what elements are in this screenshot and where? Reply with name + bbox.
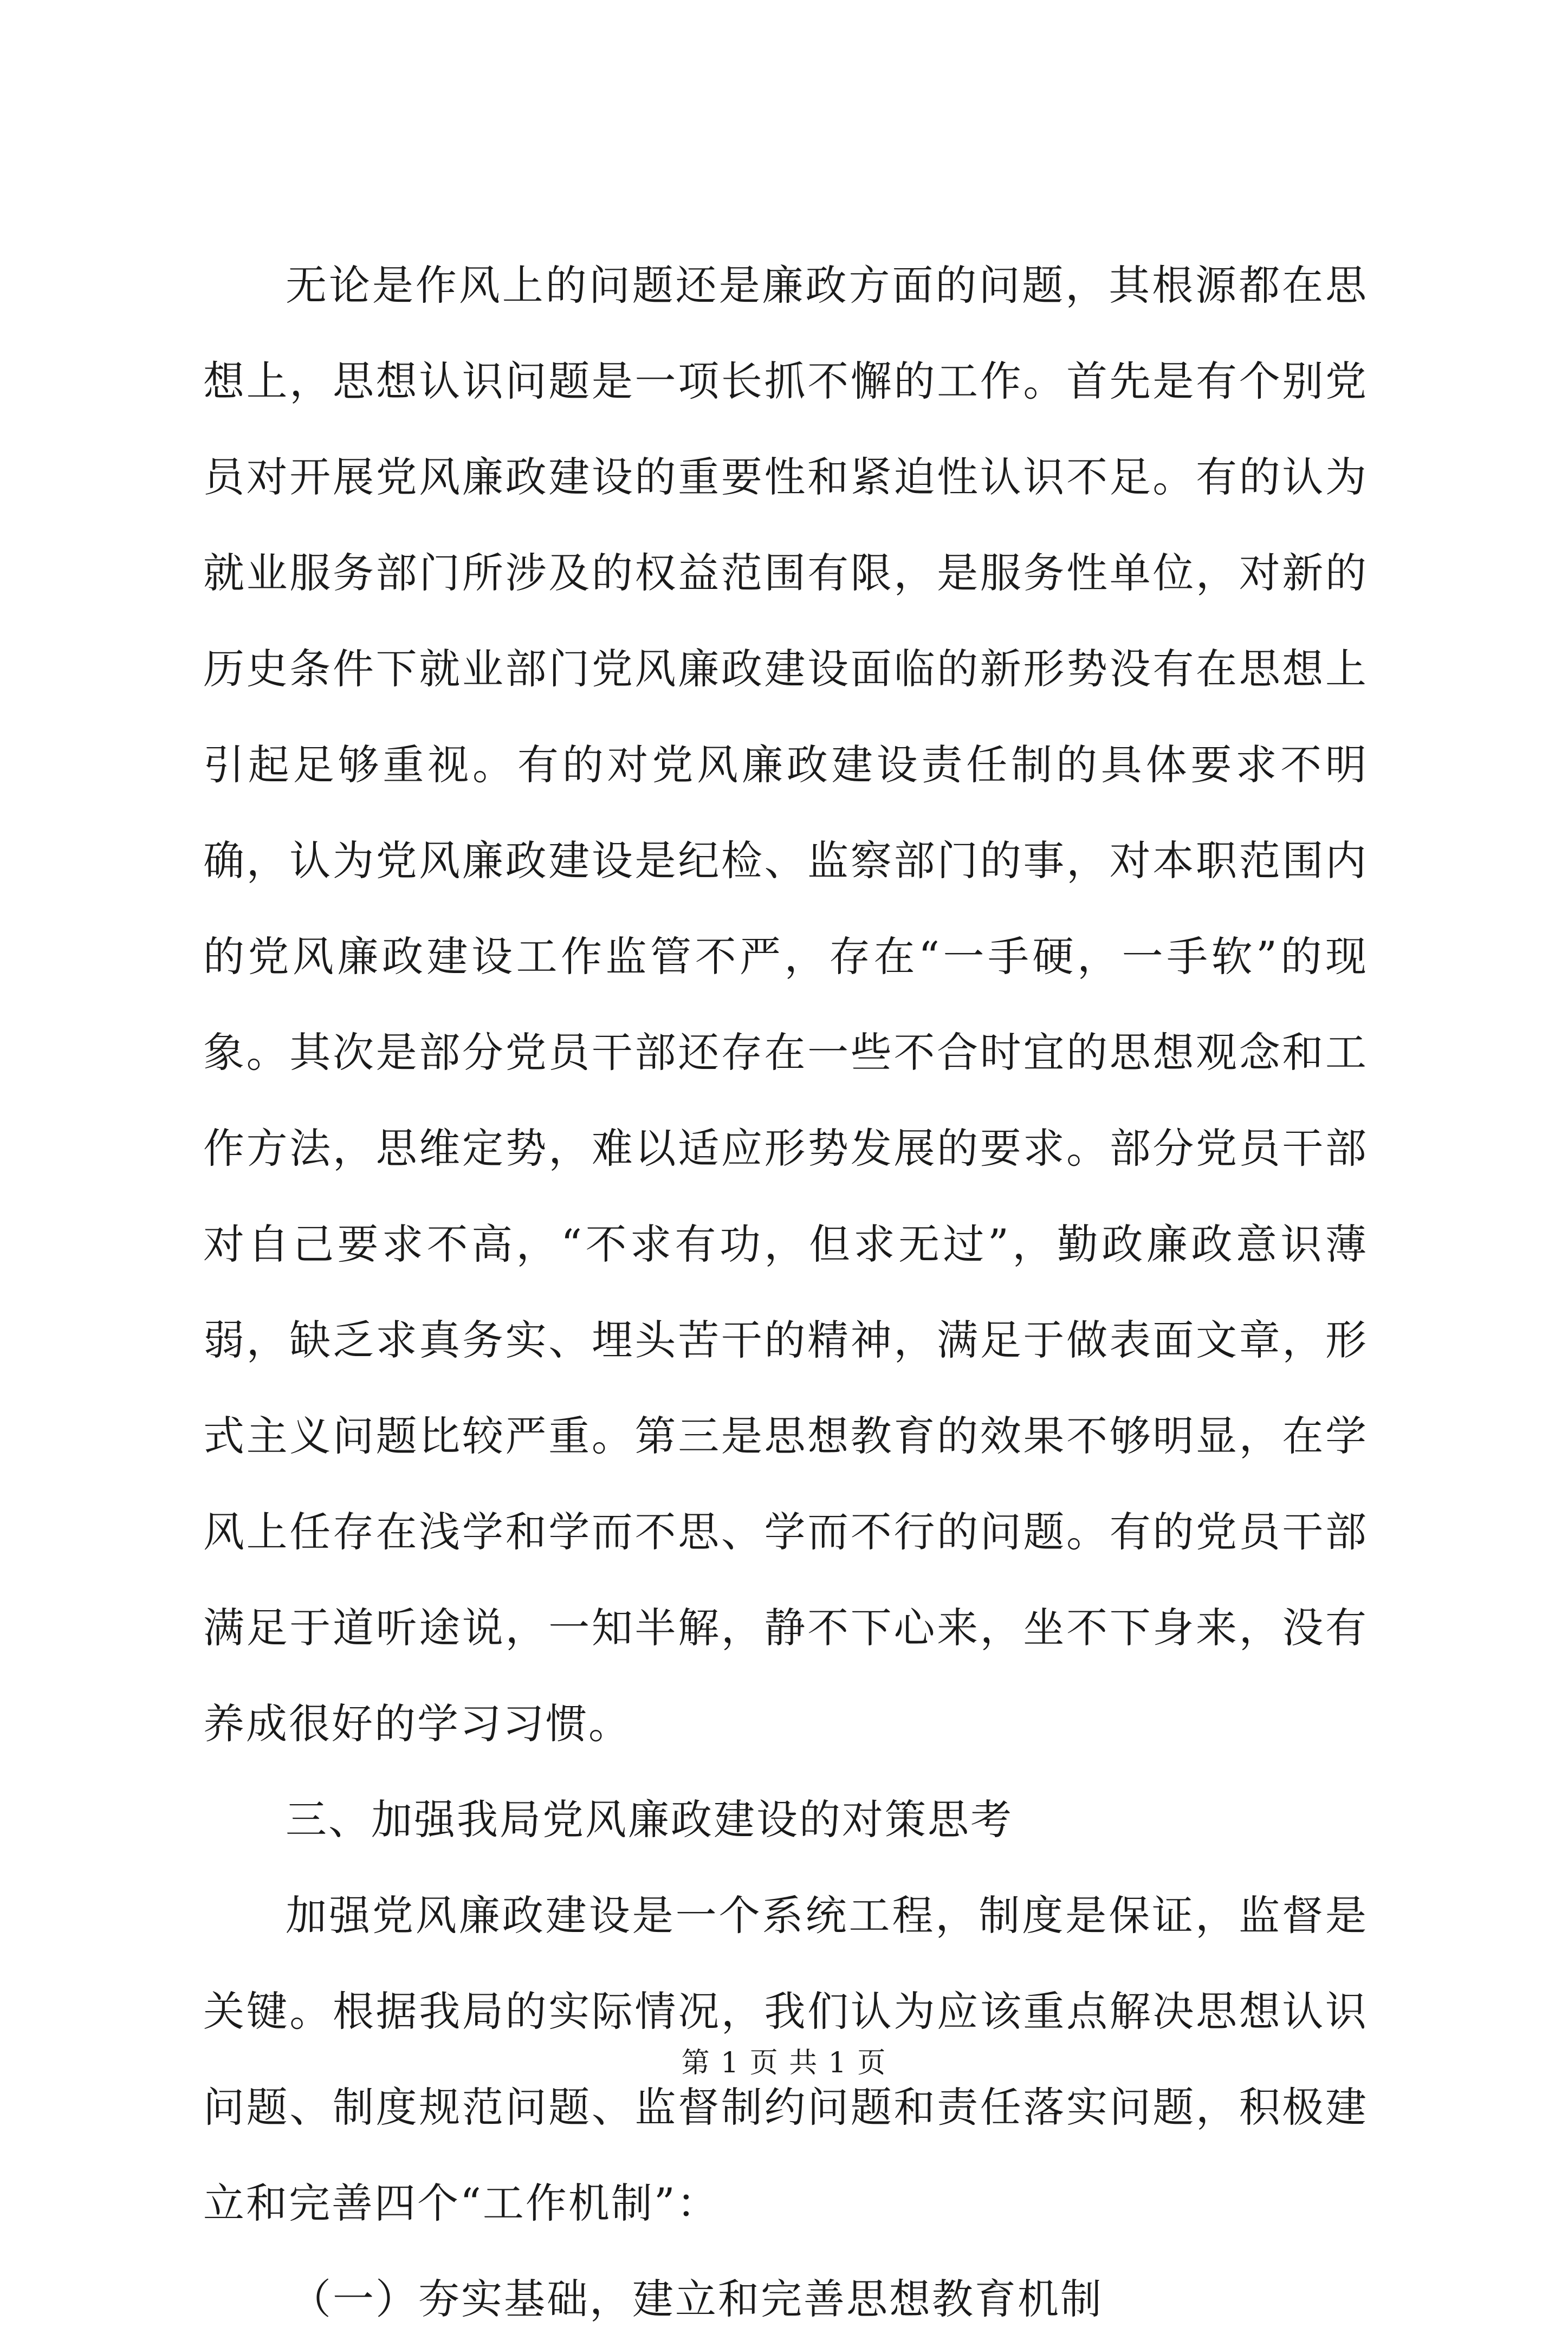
subsection-heading: （一）夯实基础，建立和完善思想教育机制	[290, 2275, 1103, 2323]
document-body	[203, 237, 1368, 2347]
page-footer: 第 1 页 共 1 页	[681, 2047, 887, 2079]
paragraph-system-engineering: 加强党风廉政建设是一个系统工程，制度是保证，监督是关键。根据我局的实际情况，我们认为应该重点解决思想认识问题、制度规范问题、监督制约问题和责任落实问题，积极建立和完善四个“工作机制”：	[203, 1891, 1368, 2227]
paragraph-thought-issues: 无论是作风上的问题还是廉政方面的问题，其根源都在思想上，思想认识问题是一项长抓不懈的工作。首先是有个别党员对开展党风廉政建设的重要性和紧迫性认识不足。有的认为就业服务部门所涉及的权益范围有限，是服务性单位，对新的历史条件下就业部门党风廉政建设面临的新形势没有在思想上引起足够重视。有的对党风廉政建设责任制的具体要求不明确，认为党风廉政建设是纪检、监察部门的事，对本职范围内的党风廉政建设工作监管不严，存在“一手硬，一手软”的现象。其次是部分党员干部还存在一些不合时宜的思想观念和工作方法，思维定势，难以适应形势发展的要求。部分党员干部对自己要求不高，“不求有功，但求无过”，勤政廉政意识薄弱，缺乏求真务实、埋头苦干的精神，满足于做表面文章，形式主义问题比较严重。第三是思想教育的效果不够明显，在学风上任存在浅学和学而不思、学而不行的问题。有的党员干部满足于道听途说，一知半解，静不下心来，坐不下身来，没有养成很好的学习习惯。	[203, 261, 1368, 1748]
section-heading: 三、加强我局党风廉政建设的对策思考	[286, 1795, 1013, 1844]
